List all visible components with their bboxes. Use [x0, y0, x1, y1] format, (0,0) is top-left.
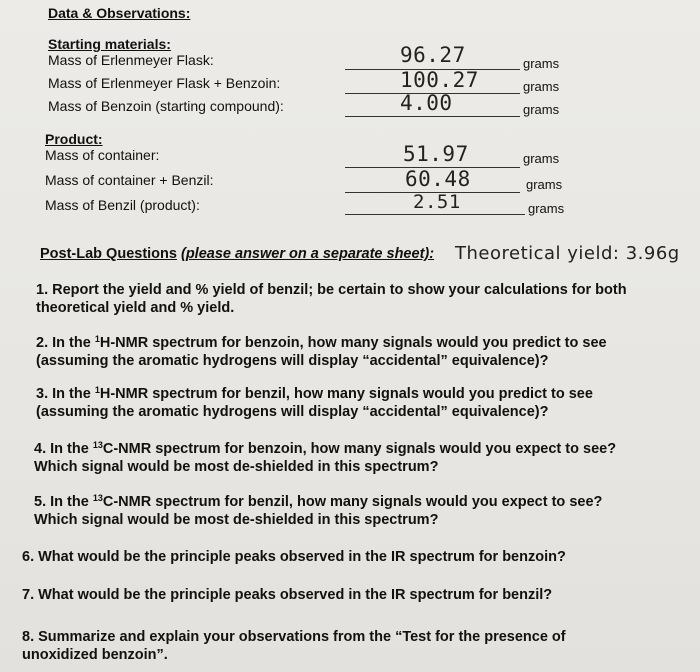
question-text: Report the yield and % yield of benzil; be certain to	[52, 282, 408, 298]
product-title: Product:	[45, 131, 103, 147]
question-num: 3.	[36, 386, 49, 402]
question-text: What would be the principle peaks observed in the IR spectrum for benzoin?	[38, 549, 566, 565]
flask-mass-unit: grams	[523, 56, 560, 71]
question-text: H-NMR spectrum for benzil, how many signals would you predict to see	[99, 386, 593, 402]
question-num: 4.	[34, 441, 47, 457]
superscript: 1	[94, 334, 100, 344]
starting-materials-title: Starting materials:	[48, 36, 171, 52]
question-1	[36, 281, 686, 317]
question-text: theoretical yield and % yield.	[36, 300, 235, 316]
question-8	[22, 628, 672, 664]
question-text: C-NMR spectrum for benzoin, how many signals would you expect to see?	[102, 441, 617, 457]
data-observations-heading: Data & Observations:	[48, 5, 191, 21]
benzil-mass-value: 2.51	[413, 191, 461, 213]
question-text: (assuming the aromatic hydrogens will display “accidental” equivalence)?	[36, 404, 549, 420]
question-text: In the	[50, 494, 93, 510]
question-3	[36, 385, 686, 421]
question-num: 5.	[34, 494, 47, 510]
container-benzil-mass-value: 60.48	[405, 167, 471, 191]
question-5	[34, 493, 684, 529]
flask-mass-value: 96.27	[400, 43, 466, 67]
flask-benzoin-mass-label: Mass of Erlenmeyer Flask + Benzoin:	[48, 75, 281, 91]
benzil-mass-unit: grams	[528, 201, 565, 216]
postlab-instruction: (please answer on a separate sheet):	[181, 246, 435, 262]
container-mass-label: Mass of container:	[45, 147, 160, 163]
container-mass-value: 51.97	[403, 142, 469, 166]
question-text: for both	[567, 282, 627, 298]
question-text: What would be the principle peaks observed in the IR spectrum for benzil?	[38, 587, 553, 603]
benzoin-mass-unit: grams	[523, 102, 560, 117]
question-4	[34, 440, 684, 476]
question-num: 7.	[22, 587, 35, 603]
superscript: 1	[94, 385, 100, 395]
superscript: 13	[92, 493, 103, 503]
container-benzil-mass-label: Mass of container + Benzil:	[45, 172, 214, 188]
superscript: 13	[92, 440, 103, 450]
question-7	[22, 586, 672, 604]
question-text: unoxidized benzoin”.	[22, 647, 168, 663]
container-mass-unit: grams	[523, 151, 560, 166]
container-benzil-mass-unit: grams	[526, 177, 563, 192]
question-text: Summarize and explain your observations from the “Test for the presence of	[38, 629, 566, 645]
question-text: In the	[50, 441, 93, 457]
question-text: In the	[52, 335, 95, 351]
flask-benzoin-mass-value: 100.27	[400, 68, 479, 92]
question-num: 8.	[22, 629, 35, 645]
question-text: In the	[52, 386, 95, 402]
question-text: H-NMR spectrum for benzoin, how many signals would you predict to see	[99, 335, 607, 351]
question-text: (assuming the aromatic hydrogens will display “accidental” equivalence)?	[36, 353, 549, 369]
question-2	[36, 334, 686, 370]
benzil-mass-line	[345, 214, 525, 215]
benzil-mass-label: Mass of Benzil (product):	[45, 197, 200, 213]
theoretical-yield-note: Theoretical yield: 3.96g	[455, 243, 680, 264]
postlab-title: Post-Lab Questions	[40, 246, 177, 262]
question-num: 2.	[36, 335, 49, 351]
postlab-heading	[40, 246, 434, 262]
question-text: Which signal would be most de-shielded in this spectrum?	[34, 512, 439, 528]
question-6	[22, 548, 672, 566]
benzoin-mass-line	[345, 116, 520, 117]
flask-benzoin-mass-unit: grams	[523, 79, 560, 94]
benzoin-mass-label: Mass of Benzoin (starting compound):	[48, 98, 284, 114]
question-text: C-NMR spectrum for benzil, how many signals would you expect to see?	[102, 494, 603, 510]
question-emphasis: show your calculations	[407, 282, 568, 298]
flask-mass-label: Mass of Erlenmeyer Flask:	[48, 52, 214, 68]
question-num: 6.	[22, 549, 35, 565]
benzoin-mass-value: 4.00	[400, 91, 453, 115]
question-num: 1.	[36, 282, 49, 298]
question-text: Which signal would be most de-shielded in this spectrum?	[34, 459, 439, 475]
